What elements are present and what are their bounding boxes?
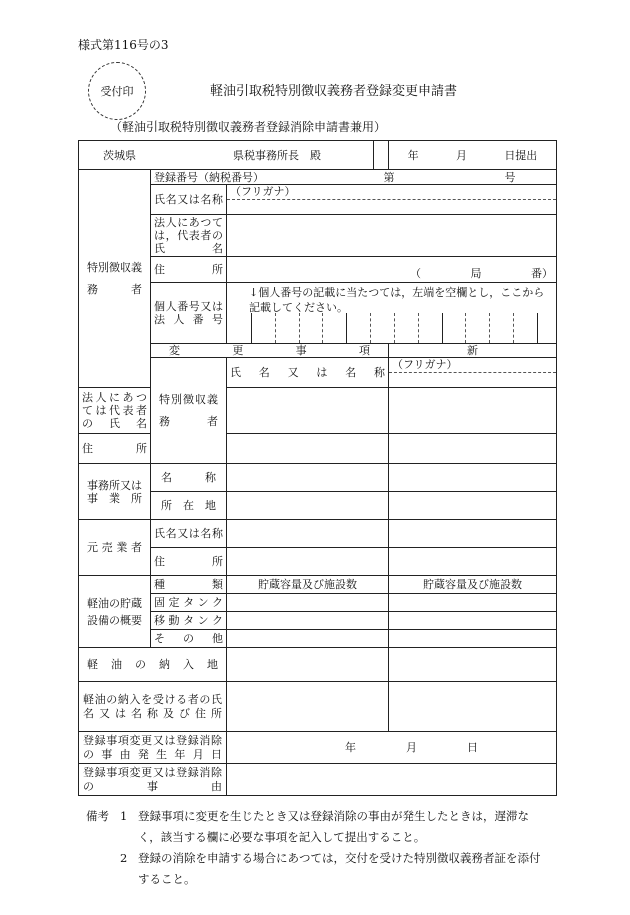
application-form-table	[78, 140, 557, 796]
recipient-new[interactable]	[227, 682, 389, 732]
other-new[interactable]	[227, 630, 389, 648]
occurrence-month: 月	[406, 741, 417, 754]
address-row	[79, 141, 557, 170]
change-furigana-new: （フリガナ）	[389, 358, 556, 373]
occurrence-year: 年	[345, 741, 356, 754]
note-1-line-a: 登録事項に変更を生じたとき又は登録消除の事由が発生したときは，遅滞な	[138, 809, 529, 823]
change-name-label: 氏名又は名称	[227, 358, 389, 388]
mobile-tank-old[interactable]	[389, 612, 557, 630]
change-registrant-label: 特別徴収義務者	[159, 392, 218, 428]
id-number-boxes[interactable]	[251, 313, 538, 343]
prefecture: 茨城県	[103, 148, 136, 162]
office-addressee: 県税事務所長 殿	[233, 148, 321, 162]
storage-section-label: 軽油の貯蔵設備の概要	[87, 596, 142, 627]
form-number: 様式第116号の3	[78, 38, 169, 52]
reason-label: 登録事項変更又は登録消除の事由	[79, 764, 227, 796]
other-tank-label: その他	[151, 630, 227, 648]
occurrence-day: 日	[467, 741, 478, 754]
note-2-number: 2	[120, 851, 128, 865]
delivery-place-old[interactable]	[389, 648, 557, 682]
storage-type-label: 種類	[151, 576, 227, 594]
office-location-label: 所在地	[151, 492, 227, 520]
phone-exchange: 局	[470, 267, 482, 280]
delivery-place-label: 軽油の納入地	[79, 648, 227, 682]
fixed-tank-label: 固定タンク	[151, 594, 227, 612]
change-rep-new[interactable]	[227, 388, 389, 434]
seller-section-label: 元売業者	[87, 541, 142, 554]
reason-field[interactable]	[227, 764, 557, 796]
recipient-label: 軽油の納入を受ける者の氏名又は名称及び住所	[79, 682, 227, 732]
other-old[interactable]	[389, 630, 557, 648]
seller-name-old[interactable]	[389, 520, 557, 548]
seller-address-new[interactable]	[227, 548, 389, 576]
capacity-header-new: 貯蔵容量及び施設数	[227, 576, 389, 594]
office-location-new[interactable]	[227, 492, 389, 520]
submit-day: 日提出	[504, 148, 538, 162]
submit-month: 月	[455, 148, 467, 162]
representative-field[interactable]	[227, 215, 557, 257]
registration-number-label: 登録番号（納税番号）	[154, 170, 264, 184]
id-number-note: ↓個人番号の記載に当たつては，左端を空欄とし，ここから記載してください。	[249, 286, 545, 314]
capacity-header-old: 貯蔵容量及び施設数	[389, 576, 557, 594]
notes-label: 備考	[86, 809, 109, 823]
notes-section	[86, 806, 566, 890]
fixed-tank-new[interactable]	[227, 594, 389, 612]
reception-stamp-circle	[88, 62, 146, 120]
seller-name-new[interactable]	[227, 520, 389, 548]
note-2-line-a: 登録の消除を申請する場合にあつては，交付を受けた特別徴収義務者証を添付	[138, 851, 541, 865]
registrant-section-label: 特別徴収義務者	[87, 260, 142, 296]
change-address-label: 住所	[79, 434, 151, 464]
seller-address-label: 住所	[151, 548, 227, 576]
delivery-place-new[interactable]	[227, 648, 389, 682]
occurrence-date-label: 登録事項変更又は登録消除の事由発生年月日	[79, 732, 227, 764]
submit-year: 年	[407, 148, 419, 162]
furigana-label: （フリガナ）	[227, 185, 556, 200]
fixed-tank-old[interactable]	[389, 594, 557, 612]
recipient-old[interactable]	[389, 682, 557, 732]
page-subtitle: （軽油引取税特別徴収義務者登録消除申請書兼用）	[110, 120, 387, 134]
id-number-label: 個人番号又は法人番号	[151, 283, 227, 344]
registration-number-suffix: 号	[504, 170, 516, 184]
seller-address-old[interactable]	[389, 548, 557, 576]
representative-label: 法人にあつては，代表者の氏名	[151, 215, 227, 257]
name-label: 氏名又は名称	[151, 185, 227, 215]
change-item-header: 変更事項	[151, 344, 389, 358]
note-1-number: 1	[120, 809, 128, 823]
registration-number-prefix: 第	[383, 170, 395, 184]
office-name-new[interactable]	[227, 464, 389, 492]
change-address-old[interactable]	[389, 434, 557, 464]
office-location-old[interactable]	[389, 492, 557, 520]
change-address-new[interactable]	[227, 434, 389, 464]
note-1-line-b: く，該当する欄に必要な事項を記入して提出すること。	[138, 830, 426, 844]
office-section-label: 事務所又は事業所	[87, 478, 142, 505]
phone-close: 番）	[531, 267, 553, 280]
office-name-label: 名称	[151, 464, 227, 492]
stamp-label: 受付印	[100, 85, 134, 98]
change-rep-label: 法人にあつては代表者の氏名	[79, 388, 151, 434]
mobile-tank-new[interactable]	[227, 612, 389, 630]
office-name-old[interactable]	[389, 464, 557, 492]
occurrence-date-field[interactable]	[227, 741, 556, 754]
address-label: 住所	[151, 257, 227, 283]
page-title: 軽油引取税特別徴収義務者登録変更申請書	[210, 84, 458, 99]
mobile-tank-label: 移動タンク	[151, 612, 227, 630]
change-rep-old[interactable]	[389, 388, 557, 434]
phone-open: （	[410, 267, 421, 280]
new-header: 新	[389, 344, 557, 358]
note-2-line-b: すること。	[138, 872, 196, 886]
seller-name-label: 氏名又は名称	[151, 520, 227, 548]
